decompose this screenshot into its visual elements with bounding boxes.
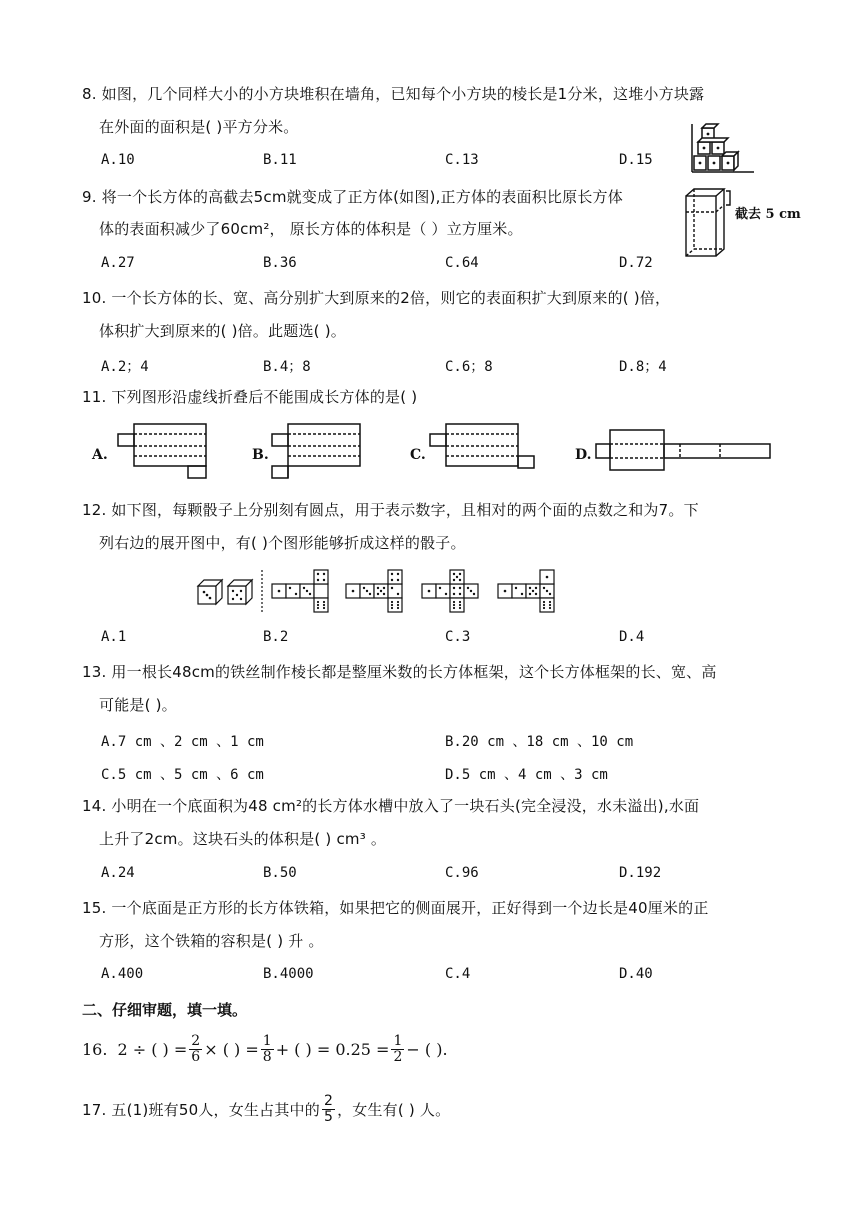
q9-text-line2: 体的表面积减少了60cm²， 原长方体的体积是（ ）立方厘米。 xyxy=(99,220,523,238)
q17-text-before: 17. 五(1)班有50人，女生占其中的 xyxy=(82,1100,320,1119)
q17-fraction-numerator: 2 xyxy=(323,1093,334,1109)
q14-text-line2: 上升了2cm。这块石头的体积是( ) cm³ 。 xyxy=(99,830,387,848)
q13-text-line2: 可能是( )。 xyxy=(99,696,177,714)
q11-net-c-label: C. xyxy=(410,447,426,463)
q16-fraction-1 xyxy=(189,1034,202,1065)
q14-option-c: C.96 xyxy=(445,865,479,881)
q11-net-a-figure xyxy=(116,420,216,480)
q12-option-a: A.1 xyxy=(101,629,127,645)
q15-text-line1: 15. 一个底面是正方形的长方体铁箱，如果把它的侧面展开，正好得到一个边长是40厘米的正 xyxy=(82,899,709,917)
q14-text-line1: 14. 小明在一个底面积为48 cm²的长方体水槽中放入了一块石头(完全浸没，水未溢出),水面 xyxy=(82,797,700,815)
q16-number: 16. xyxy=(82,1040,108,1059)
q15-option-c: C.4 xyxy=(445,966,471,982)
q8-option-d: D.15 xyxy=(619,152,653,168)
q11-net-b-label: B. xyxy=(252,447,269,463)
q11-net-d-label: D. xyxy=(575,447,592,463)
q13-option-c: C.5 cm 、5 cm 、6 cm xyxy=(101,767,264,783)
q16-fraction-2-denominator: 8 xyxy=(262,1049,272,1065)
q12-option-b: B.2 xyxy=(263,629,289,645)
q9-option-d: D.72 xyxy=(619,255,653,271)
section-2-heading: 二、仔细审题，填一填。 xyxy=(82,1001,248,1019)
q14-option-a: A.24 xyxy=(101,865,135,881)
q15-option-a: A.400 xyxy=(101,966,144,982)
q12-text-line2: 列右边的展开图中，有( )个图形能够折成这样的骰子。 xyxy=(99,534,466,552)
q16-part1: 2 ÷ ( ) = xyxy=(117,1040,188,1059)
q13-option-d: D.5 cm 、4 cm 、3 cm xyxy=(445,767,608,783)
q13-text-line1: 13. 用一根长48cm的铁丝制作棱长都是整厘米数的长方体框架，这个长方体框架的长、宽、高 xyxy=(82,663,717,681)
q9-option-a: A.27 xyxy=(101,255,135,271)
q10-option-b: B.4；8 xyxy=(263,359,311,375)
q16-fraction-1-denominator: 6 xyxy=(191,1049,201,1065)
q12-text-line1: 12. 如下图，每颗骰子上分别刻有圆点，用于表示数字，且相对的两个面的点数之和为7。下 xyxy=(82,501,699,519)
q15-text-line2: 方形，这个铁箱的容积是( ) 升 。 xyxy=(99,932,324,950)
q9-option-b: B.36 xyxy=(263,255,297,271)
q10-option-d: D.8；4 xyxy=(619,359,667,375)
q17-text xyxy=(82,1094,450,1125)
q8-text-line2: 在外面的面积是( )平方分米。 xyxy=(99,118,299,136)
q16-fraction-2-numerator: 1 xyxy=(262,1033,272,1049)
q10-option-a: A.2；4 xyxy=(101,359,149,375)
q13-option-b: B.20 cm 、18 cm 、10 cm xyxy=(445,734,634,750)
q9-figure-label: 截去 5 cm xyxy=(735,207,801,222)
q16-part3: + ( ) = 0.25 = xyxy=(275,1040,390,1059)
q12-dice-figure xyxy=(196,566,576,616)
q16-fraction-3-denominator: 2 xyxy=(393,1049,403,1065)
q10-option-c: C.6；8 xyxy=(445,359,493,375)
q11-net-b-figure xyxy=(270,420,370,480)
q12-option-c: C.3 xyxy=(445,629,471,645)
q8-option-b: B.11 xyxy=(263,152,297,168)
q14-option-b: B.50 xyxy=(263,865,297,881)
q9-text-line1: 9. 将一个长方体的高截去5cm就变成了正方体(如图),正方体的表面积比原长方体 xyxy=(82,188,623,206)
q17-fraction xyxy=(322,1094,335,1125)
q11-net-a-label: A. xyxy=(92,447,108,463)
q11-text-line1: 11. 下列图形沿虚线折叠后不能围成长方体的是( ) xyxy=(82,388,418,406)
q16-fraction-3 xyxy=(391,1034,404,1065)
q15-option-d: D.40 xyxy=(619,966,653,982)
q16-equation xyxy=(82,1034,448,1065)
q16-fraction-1-numerator: 2 xyxy=(191,1033,201,1049)
q8-option-c: C.13 xyxy=(445,152,479,168)
q8-text-line1: 8. 如图，几个同样大小的小方块堆积在墙角，已知每个小方块的棱长是1分米，这堆小方块露 xyxy=(82,85,705,103)
q11-net-d-figure xyxy=(594,428,774,472)
q8-cube-stack-figure xyxy=(688,118,758,176)
q17-fraction-denominator: 5 xyxy=(323,1109,334,1125)
q12-option-d: D.4 xyxy=(619,629,645,645)
q9-option-c: C.64 xyxy=(445,255,479,271)
q14-option-d: D.192 xyxy=(619,865,662,881)
q15-option-b: B.4000 xyxy=(263,966,314,982)
q10-text-line2: 体积扩大到原来的( )倍。此题选( )。 xyxy=(99,322,346,340)
q16-fraction-2 xyxy=(261,1034,274,1065)
q16-part2: × ( ) = xyxy=(204,1040,259,1059)
q17-text-after: ，女生有( ) 人。 xyxy=(337,1100,451,1119)
q13-option-a: A.7 cm 、2 cm 、1 cm xyxy=(101,734,264,750)
q11-net-c-figure xyxy=(428,420,538,480)
q16-fraction-3-numerator: 1 xyxy=(393,1033,403,1049)
q10-text-line1: 10. 一个长方体的长、宽、高分别扩大到原来的2倍，则它的表面积扩大到原来的( )倍， xyxy=(82,289,671,307)
q16-part4: − ( ). xyxy=(406,1040,448,1059)
q9-cuboid-figure xyxy=(682,186,732,260)
q8-option-a: A.10 xyxy=(101,152,135,168)
